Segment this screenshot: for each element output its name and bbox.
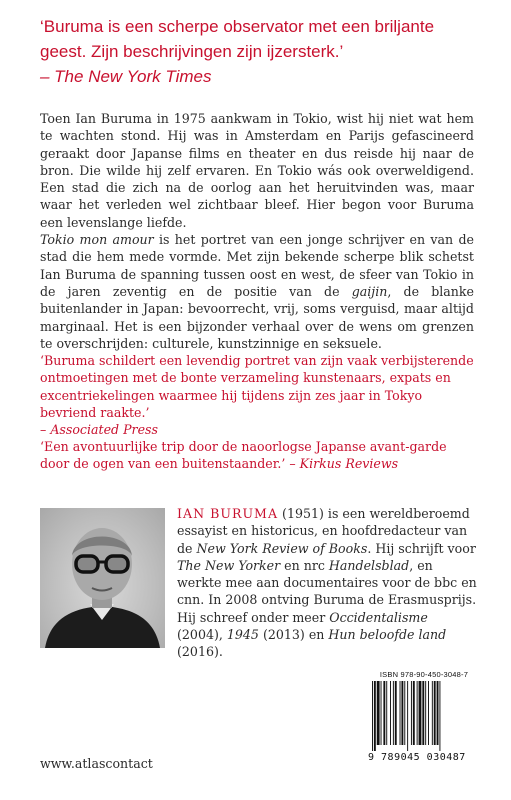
- barcode-bar: [404, 681, 405, 745]
- barcode: [368, 670, 480, 770]
- review2-source: Kirkus Reviews: [299, 456, 399, 472]
- review1-dash: –: [40, 422, 51, 438]
- barcode-bar: [393, 681, 394, 745]
- barcode-bar: [425, 681, 426, 745]
- publisher-website[interactable]: www.atlascontact: [40, 756, 153, 771]
- barcode-bar: [417, 681, 418, 745]
- bio-text-1: (1951) is een wereldberoemd essayist en historicus, en hoofdredacteur van de: [177, 506, 470, 556]
- gaijin-term: gaijin: [351, 283, 388, 299]
- blurb: [40, 110, 474, 352]
- barcode-bar: [407, 681, 408, 751]
- barcode-bar: [381, 681, 382, 745]
- barcode-bar: [386, 681, 387, 745]
- barcode-bar: [395, 681, 397, 745]
- bio-italic-4: Occidentalisme: [329, 609, 428, 625]
- blurb-text-b: , de blanke buitenlander in Japan: bevoorrecht, vrij, soms verguisd, maar altijd marginaal. Het is een bijzonder verhaal over de wens om grenzen te overschrijden: culturele, kunstzinnige en seksuele.: [40, 283, 474, 351]
- author-photo: [40, 508, 165, 648]
- barcode-bar: [439, 681, 440, 751]
- bio-text-7: (2016).: [177, 644, 223, 660]
- bio-text-4: , en werkte mee aan documentaires voor de bbc en cnn. In 2008 ontving Buruma de Erasmusprijs. Hij schreef onder meer: [177, 557, 477, 625]
- barcode-bar: [372, 681, 373, 751]
- bio-italic-6: Hun beloofde land: [328, 627, 447, 643]
- review-associated-press: [40, 352, 474, 438]
- barcode-bar: [401, 681, 403, 745]
- barcode-bar: [390, 681, 391, 745]
- barcode-bar: [434, 681, 436, 745]
- barcode-bar: [432, 681, 433, 745]
- bio-italic-5: 1945: [226, 627, 259, 643]
- bio-italic-3: Handelsblad: [328, 557, 410, 573]
- blurb-paragraph-2: [40, 231, 474, 352]
- review2-text: ‘Een avontuurlijke trip door de naoorlogse Japanse avant-garde door de ogen van een buitenstaander.’ –: [40, 439, 447, 472]
- review1-text: ‘Buruma schildert een levendig portret van zijn vaak verbijsterende ontmoetingen met de bonte verzameling kunstenaars, expats en excentriekelingen waarmee hij tijdens zijn zes jaar in Tokyo bevriend raakte.’: [40, 353, 474, 420]
- bio-text-2: . Hij schrijft voor: [367, 540, 476, 556]
- review1-source: Associated Press: [50, 422, 158, 438]
- barcode-bar: [377, 681, 380, 745]
- author-name: IAN BURUMA: [177, 506, 279, 521]
- barcode-bar: [413, 681, 415, 745]
- blurb-text-a: is het portret van een jonge schrijver en van de stad die hem mede vormde. Met zijn bekende scherpe blik schetst Ian Buruma de spanning tussen oost en west, de sfeer van Tokio in de jaren zeventig en de positie van de: [40, 232, 474, 299]
- review-kirkus: [40, 438, 474, 473]
- bio-text-3: en nrc: [280, 557, 329, 573]
- bio-italic-2: The New Yorker: [177, 557, 281, 573]
- bio-text-5: (2004),: [177, 627, 227, 643]
- barcode-bar: [419, 681, 422, 745]
- barcode-bar: [437, 681, 439, 745]
- barcode-icon: [368, 681, 480, 751]
- barcode-bar: [411, 681, 412, 745]
- top-quote: [40, 14, 480, 89]
- barcode-bar: [374, 681, 376, 751]
- isbn-label: ISBN 978-90-450-3048-7: [379, 670, 469, 679]
- barcode-bar: [383, 681, 385, 745]
- book-title: Tokio mon amour: [40, 232, 154, 248]
- barcode-bar: [400, 681, 401, 745]
- barcode-bars: [368, 681, 480, 751]
- ean-number: 9 789045 030487: [368, 752, 466, 763]
- top-quote-text: ‘Buruma is een scherpe observator met een briljante geest. Zijn beschrijvingen zijn ijzersterk.’: [40, 17, 435, 61]
- author-bio: [177, 505, 477, 661]
- bio-text-6: (2013) en: [258, 627, 329, 643]
- blurb-paragraph-1: Toen Ian Buruma in 1975 aankwam in Tokio, wist hij niet wat hem te wachten stond. Hij was in Amsterdam en Parijs gefascineerd geraakt door Japanse films en theater en dus reisde hij naar de bron. Die wilde hij zelf ervaren. En Tokio wás ook overweldigend. Een stad die zich na de oorlog aan het heruitvinden was, maar waar het verleden wel zichtbaar bleef. Hier begon voor Buruma een levenslange liefde.: [40, 111, 474, 230]
- author-portrait-icon: [40, 508, 165, 648]
- bio-italic-1: New York Review of Books: [196, 540, 368, 556]
- top-quote-source: – The New York Times: [40, 67, 212, 86]
- barcode-bar: [428, 681, 429, 745]
- barcode-bar: [422, 681, 424, 745]
